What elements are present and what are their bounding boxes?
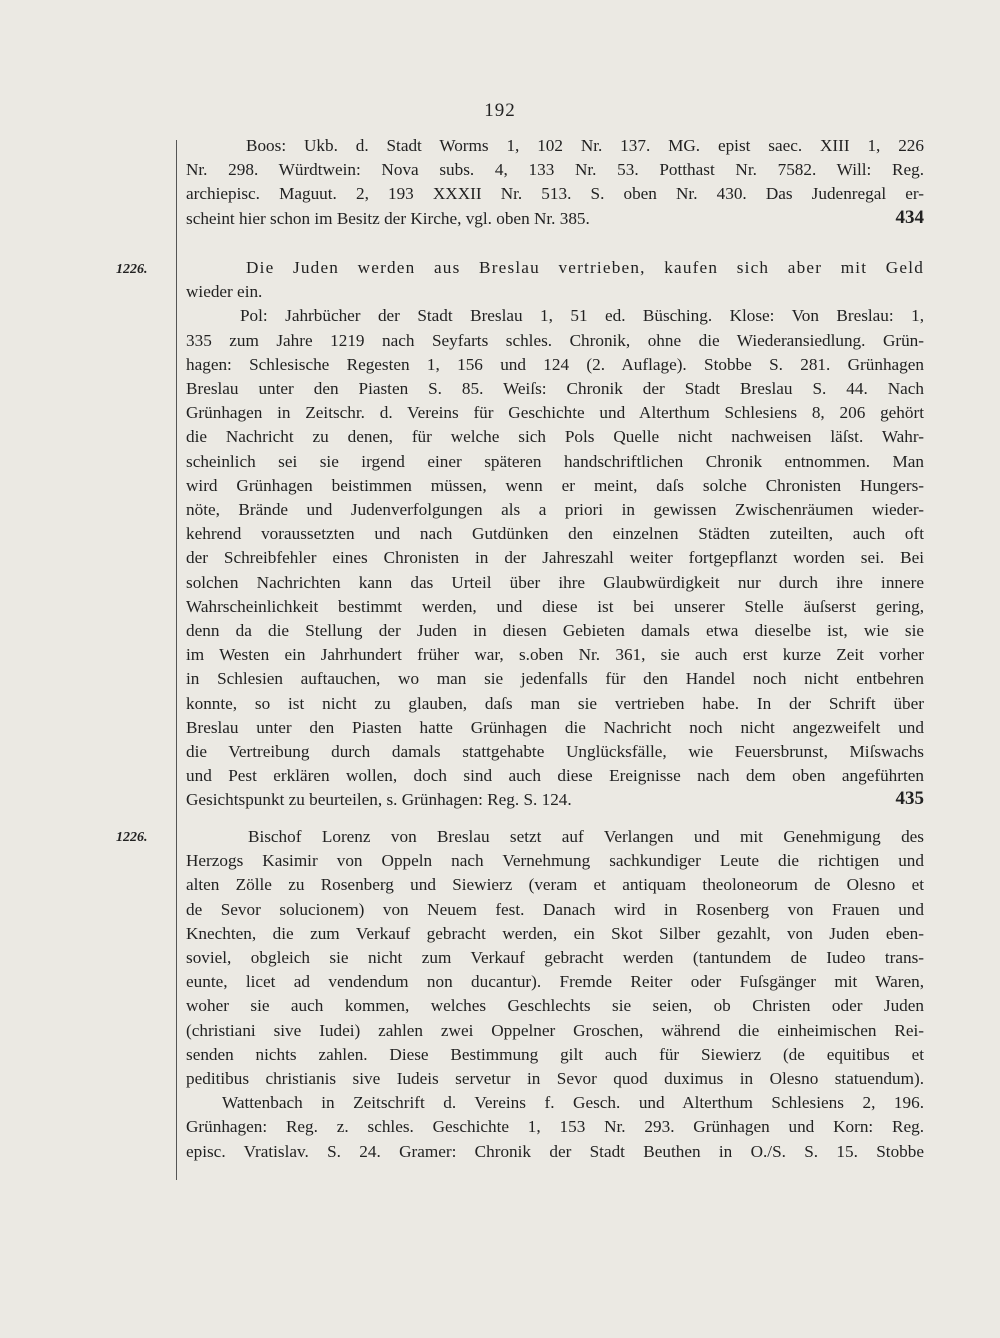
entry-435: [186, 256, 924, 813]
text-line: Wattenbach in Zeitschrift d. Vereins f. Gesch. und Alterthum Schlesiens 2, 196.: [222, 1093, 924, 1113]
text-line: soviel, obgleich sie nicht zum Verkauf gebracht werden (tantundem de Iudeo trans-: [186, 948, 924, 968]
text-line: Bischof Lorenz von Breslau setzt auf Verlangen und mit Genehmigung des: [248, 827, 924, 846]
text-line: 335 zum Jahre 1219 nach Seyfarts schles. Chronik, ohne die Wiederansiedlung. Grün-: [186, 330, 924, 350]
text-line: Breslau unter den Piasten hatte Grünhagen die Nachricht noch nicht angezweifelt und: [186, 717, 924, 737]
text-line: die Nachricht zu denen, für welche sich Pols Quelle nicht nachweisen läſst. Wahr-: [186, 427, 924, 447]
text-line: Gesichtspunkt zu beurteilen, s. Grünhagen: Reg. S. 124. 435: [186, 788, 924, 812]
text-line: de Sevor solucionem) von Neuem fest. Danach wird in Rosenberg von Frauen und: [186, 899, 924, 919]
text-line: Boos: Ukb. d. Stadt Worms 1, 102 Nr. 137. MG. epist saec. XIII 1, 226: [246, 136, 924, 155]
text-line: konnte, so ist nicht zu glauben, daſs man sie vertrieben habe. In der Schrift über: [186, 693, 924, 713]
text-line: in Schlesien auftauchen, wo man sie jedenfalls für den Handel noch nicht entbehren: [186, 669, 924, 689]
text-line: Die Juden werden aus Breslau vertrieben, kaufen sich aber mit Geld: [246, 258, 924, 277]
text-line: der Schreibfehler eines Chronisten in der Jahreszahl weiter fortgepflanzt worden sei. Bei: [186, 548, 924, 568]
text-line: die Vertreibung durch damals stattgehabte Unglücksfälle, wie Feuersbrunst, Miſswachs: [186, 742, 924, 762]
text-line: kehrend voraussetzten und nach Gutdünken den einzelnen Städten zuteilten, auch oft: [186, 524, 924, 544]
text-line: episc. Vratislav. S. 24. Gramer: Chronik der Stadt Beuthen in O./S. S. 15. Stobbe: [186, 1141, 924, 1161]
text-line: wird Grünhagen beistimmen müssen, wenn er meint, daſs solche Chronisten Hungers-: [186, 475, 924, 495]
entry-number: 435: [895, 788, 924, 810]
text-line: Breslau unter den Piasten S. 85. Weiſs: Chronik der Stadt Breslau S. 44. Nach: [186, 379, 924, 399]
text-line: Pol: Jahrbücher der Stadt Breslau 1, 51 ed. Büsching. Klose: Von Breslau: 1,: [240, 306, 924, 326]
entry-year: 1226.: [116, 262, 148, 277]
text-line: Knechten, die zum Verkauf gebracht werden, ein Skot Silber gezahlt, von Juden eben-: [186, 923, 924, 943]
text-line: wieder ein.: [186, 282, 263, 302]
text-line: peditibus christianis sive Iudeis servetur in Sevor quod duximus in Olesno statuendum).: [186, 1069, 924, 1089]
text-line: hagen: Schlesische Regesten 1, 156 und 124 (2. Auflage). Stobbe S. 281. Grünhagen: [186, 354, 924, 374]
entry-year: 1226.: [116, 830, 148, 845]
text-line: solchen Nachrichten kann das Urteil über ihre Glaubwürdigkeit nur durch ihre innere: [186, 572, 924, 592]
entry-number: 434: [895, 206, 924, 228]
text-line: Grünhagen in Zeitschr. d. Vereins für Geschichte und Alterthum Schlesiens 8, 206 gehört: [186, 403, 924, 423]
entry-436: [186, 825, 924, 1164]
text-line: scheinlich sei sie irgend einer späteren handschriftlichen Chronik entnommen. Man: [186, 451, 924, 471]
entry-434: [186, 134, 924, 231]
text-line: (christiani sive Iudei) zahlen zwei Oppelner Groschen, während die einheimischen Rei-: [186, 1020, 924, 1040]
text-line: eunte, licet ad vendendum non ducantur). Fremde Reiter oder Fuſsgänger mit Waren,: [186, 972, 924, 992]
text-line: nöte, Brände und Judenverfolgungen als a priori in gewissen Zwischenräumen wieder-: [186, 500, 924, 520]
page-number: 192: [484, 100, 516, 121]
text-line: Nr. 298. Würdtwein: Nova subs. 4, 133 Nr. 53. Potthast Nr. 7582. Will: Reg.: [186, 160, 924, 180]
text-line: senden nichts zahlen. Diese Bestimmung gilt auch für Siewierz (de equitibus et: [186, 1044, 924, 1064]
text-line: archiepisc. Maguut. 2, 193 XXXII Nr. 513. S. oben Nr. 430. Das Judenregal er-: [186, 184, 924, 204]
text-line: woher sie auch kommen, welches Geschlechts sie seien, ob Christen oder Juden: [186, 996, 924, 1016]
text-line: alten Zölle zu Rosenberg und Siewierz (veram et antiquam theoloneorum de Olesno et: [186, 875, 924, 895]
margin-rule: [176, 140, 177, 1180]
text-line: Grünhagen: Reg. z. schles. Geschichte 1, 153 Nr. 293. Grünhagen und Korn: Reg.: [186, 1117, 924, 1137]
text-line: Wahrscheinlichkeit bestimmt werden, und diese ist bei unserer Stelle äuſserst gering,: [186, 596, 924, 616]
text-line: im Westen ein Jahrhundert früher war, s.oben Nr. 361, sie auch erst kurze Zeit vorher: [186, 645, 924, 665]
text-line: denn da die Stellung der Juden in diesen Gebieten damals etwa dieselbe ist, wie sie: [186, 621, 924, 641]
text-line: scheint hier schon im Besitz der Kirche, vgl. oben Nr. 385. 434: [186, 207, 924, 231]
text-line: Herzogs Kasimir von Oppeln nach Vernehmung sachkundiger Leute die richtigen und: [186, 851, 924, 871]
text-line: und Pest erklären wollen, doch sind auch diese Ereignisse nach dem oben angeführten: [186, 766, 924, 786]
